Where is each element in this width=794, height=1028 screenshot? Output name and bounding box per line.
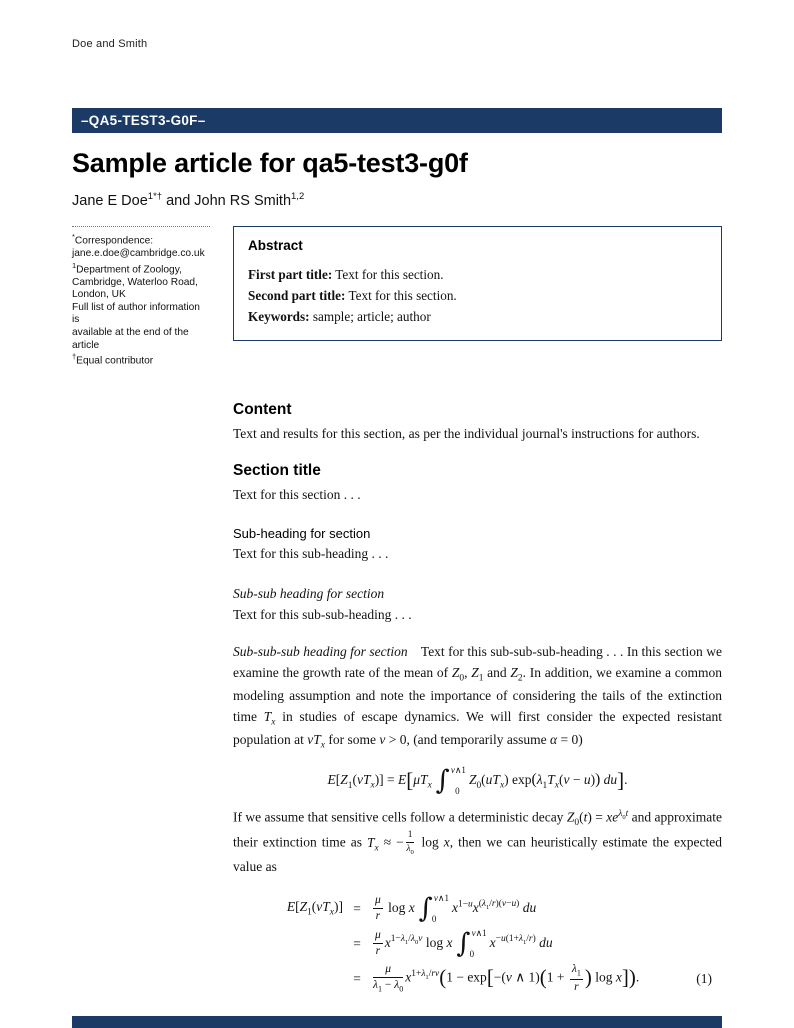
- sub-sub-sub-paragraph: [233, 642, 722, 752]
- equals-sign: =: [353, 970, 361, 986]
- footnote-rule: [72, 226, 210, 227]
- equation-number: (1): [696, 970, 712, 986]
- abstract-keywords: [248, 306, 707, 327]
- abstract-first-label: First part title:: [248, 266, 333, 282]
- equation-row-2: [267, 926, 722, 961]
- equation-rhs-1: $\frac{\mu}{r}$ log x ∫ v∧1 0 $x^{1-u}x^{(\lambda_1/r)(v-u)}$ du: [375, 892, 537, 924]
- paragraph-1-text: Text for this sub-sub-sub-heading . . . In this section we examine the growth rate of the mean of $Z_0$, $Z_1$ and $Z_2$. In addition, we examine a common modeling assumption and note the importance of considering the tails of the extinction time $T_x$ in studies of escape dynamics. We will first consider the expected resistant population at $vT_x$ for some v > 0, (and temporarily assume α = 0): [233, 644, 722, 751]
- correspondence-text: *Correspondence: jane.e.doe@cambridge.co.uk $^1$Department of Zoology, Cambridge, Waterloo Road, London, UK Full list of author information is available at the end of the article †Equal contributor: [72, 231, 205, 367]
- main-column: [233, 401, 722, 996]
- meta-row: [72, 226, 722, 369]
- footer-bar: [72, 1016, 722, 1028]
- display-equation-1: $E[Z_1(vT_x)] = E[\mu T_x$ ∫ v∧1 0 $Z_0(uT_x) \exp(\lambda_1T_x(v - u))$ du].: [327, 764, 628, 796]
- abstract-first-part: [248, 264, 707, 285]
- abstract-keywords-label: Keywords:: [248, 309, 310, 325]
- equals-sign: =: [353, 900, 361, 916]
- section-title-heading: Section title: [233, 461, 321, 479]
- equation-lhs: $E[Z_1(vT_x)]$: [286, 899, 343, 918]
- sub-sub-sub-heading: Sub-sub-sub heading for section: [233, 644, 408, 660]
- equals-sign: =: [353, 935, 361, 951]
- abstract-second-label: Second part title:: [248, 287, 346, 303]
- abstract-heading: Abstract: [248, 237, 303, 253]
- journal-banner: [72, 108, 722, 133]
- subheading-paragraph: Text for this sub-heading . . .: [233, 546, 389, 562]
- section-paragraph: Text for this section . . .: [233, 486, 361, 502]
- equation-row-3: [267, 961, 722, 996]
- aligned-equations: [233, 891, 722, 996]
- content-heading: Content: [233, 401, 292, 419]
- running-head: Doe and Smith: [72, 38, 148, 50]
- subsubheading-paragraph: Text for this sub-sub-heading . . .: [233, 606, 412, 622]
- content-paragraph: Text and results for this section, as per the individual journal's instructions for authors.: [233, 426, 700, 442]
- correspondence-block: [72, 226, 233, 369]
- abstract-first-text: Text for this section.: [335, 266, 444, 282]
- sub-heading: Sub-heading for section: [233, 526, 371, 542]
- sub-sub-heading: Sub-sub heading for section: [233, 585, 385, 601]
- authors-line: Jane E Doe$^{1*\dagger}$ and John RS Smith$^{1,2}$: [72, 191, 305, 209]
- abstract-second-text: Text for this section.: [348, 287, 457, 303]
- abstract-second-part: [248, 285, 707, 306]
- equation-rhs-3: $\frac{\mu}{\lambda_1 - \lambda_0}$ $x^{1+\lambda_1/rv}(1 - \exp[-(v$ ∧ 1)(1 + $\frac{\lambda_1}{r}$ ) log x]).: [373, 963, 640, 994]
- abstract-keywords-text: sample; article; author: [312, 309, 431, 325]
- banner-label: –QA5-TEST3-G0F–: [81, 113, 206, 128]
- abstract-box: [233, 226, 722, 341]
- equation-row-1: [267, 891, 722, 926]
- paragraph-2: If we assume that sensitive cells follow a deterministic decay $Z_0(t) = xe^{\lambda_0t}$ and approximate their extinction time as $T_x$ ≈ − $\frac{1}{\lambda_0}$ log x, then we can heuristically estimate the expected value as: [233, 808, 723, 874]
- article-title: Sample article for qa5-test3-g0f: [72, 148, 468, 178]
- equation-rhs-2: $\frac{\mu}{r}$ $x^{1-\lambda_1/\lambda_0v}$ log x ∫ v∧1 0 $x^{-u(1+\lambda_1/r)}$ du: [375, 927, 553, 959]
